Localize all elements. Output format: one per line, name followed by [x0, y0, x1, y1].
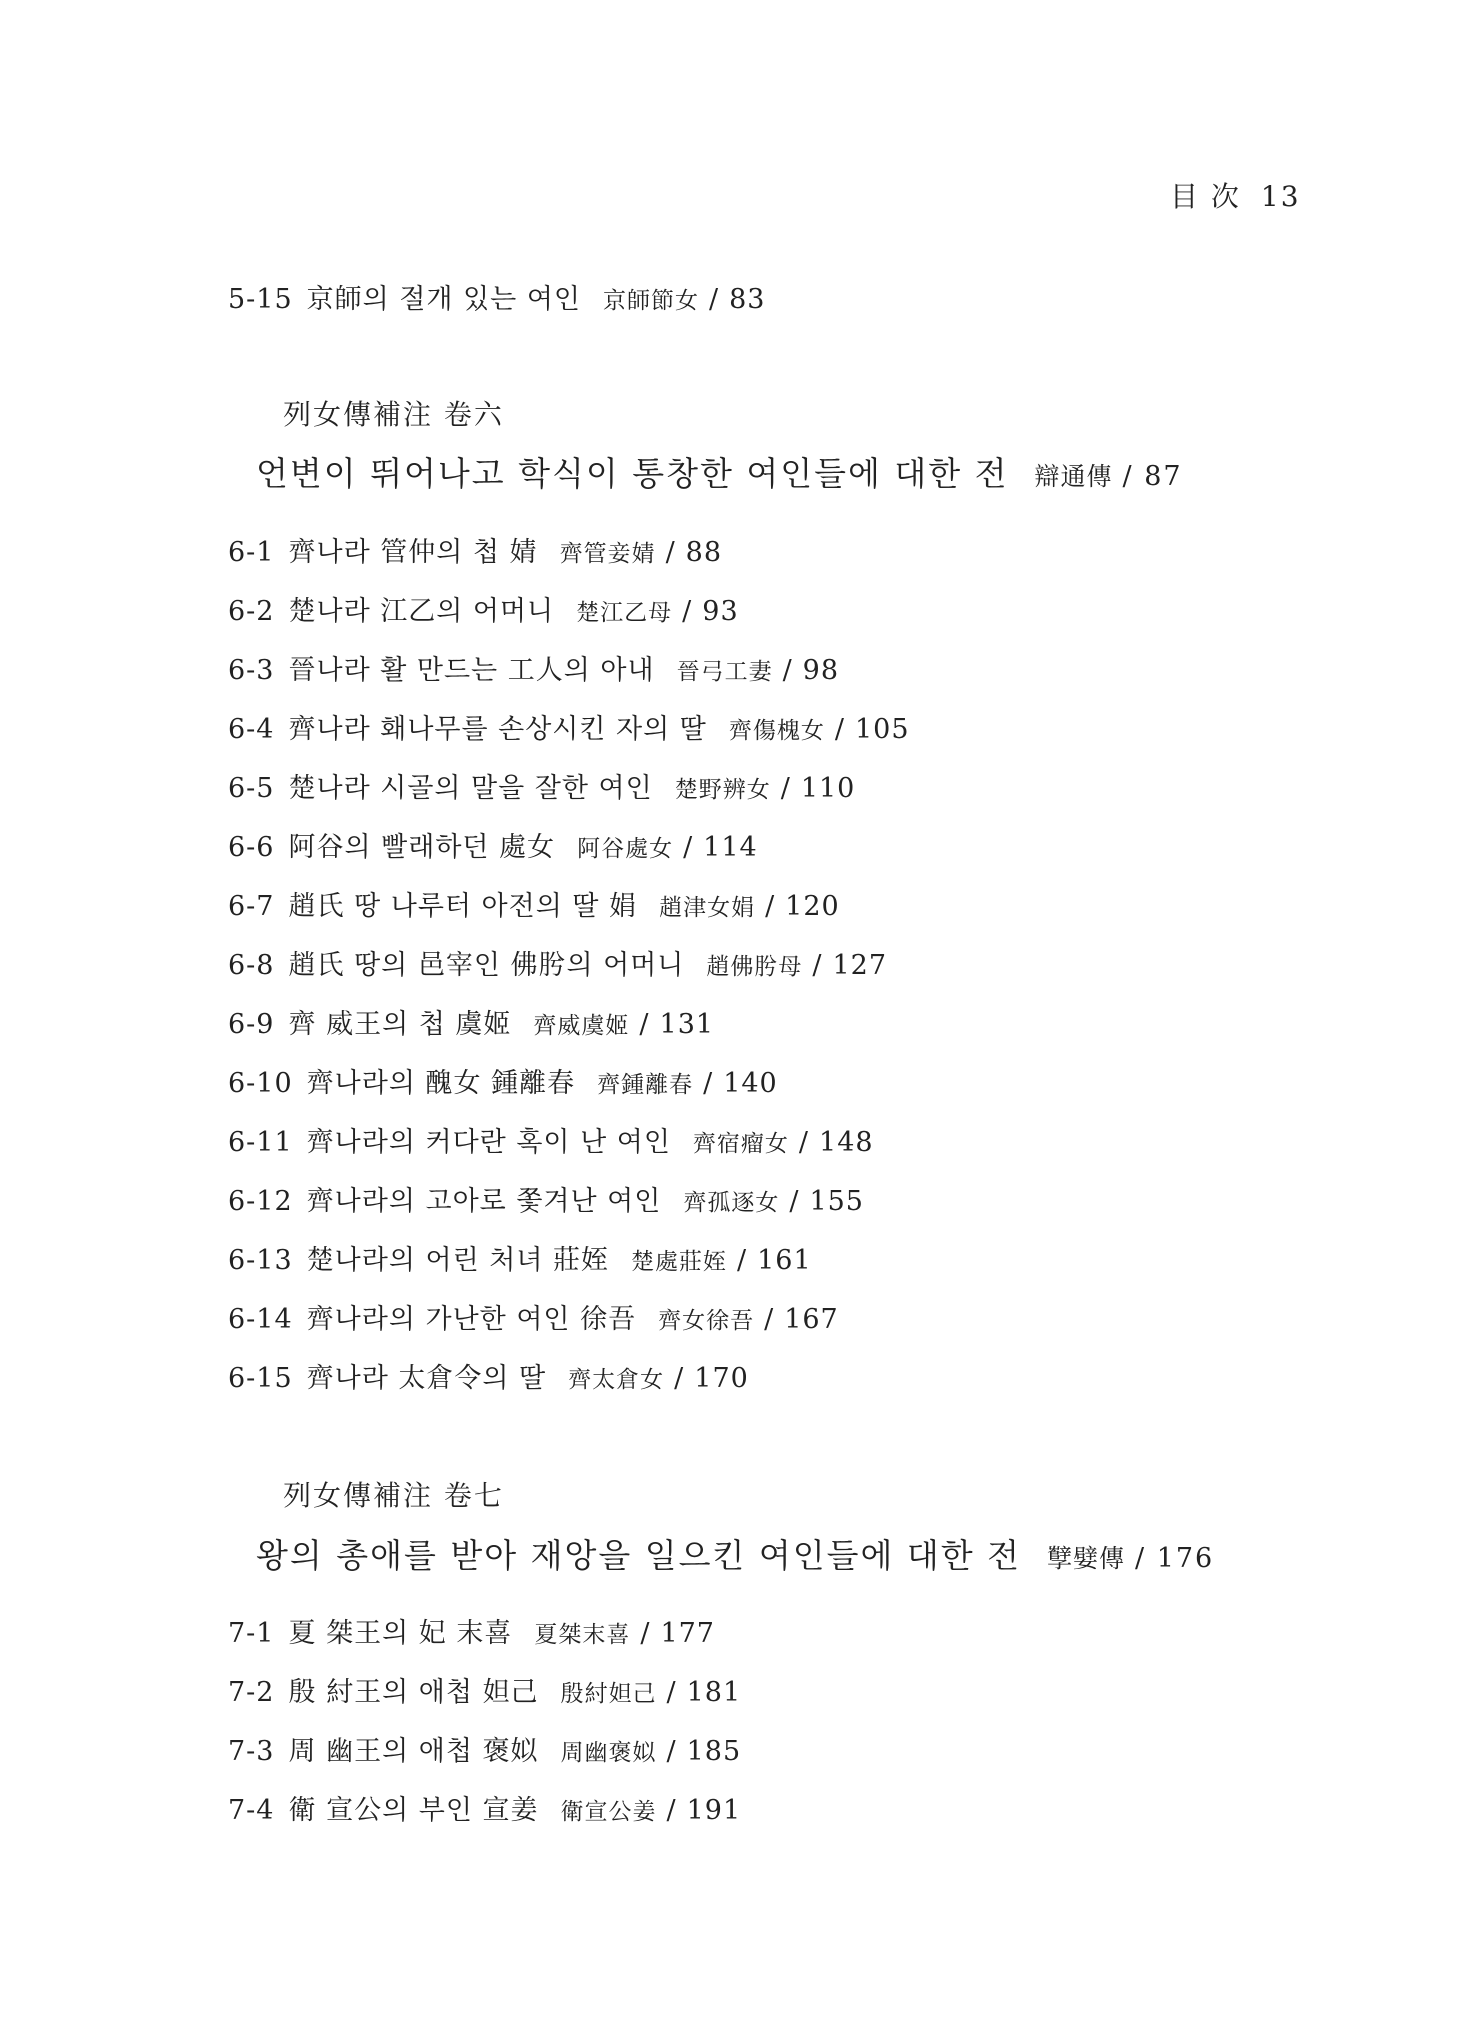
entry-page: 93	[702, 596, 739, 627]
entry-title: 楚나라의 어린 처녀 莊姪	[306, 1245, 609, 1276]
entry-code: 5-15	[228, 284, 293, 315]
entry-page: 140	[723, 1068, 778, 1099]
entry-title: 趙氏 땅 나루터 아전의 딸 娟	[288, 891, 638, 922]
entry-page: 185	[686, 1736, 742, 1767]
entry-original-title: 齊宿瘤女	[692, 1131, 789, 1157]
entry-original-title: 晉弓工妻	[676, 659, 773, 685]
entry-title: 周 幽王의 애첩 褒姒	[288, 1736, 539, 1767]
running-header	[1170, 175, 1301, 215]
entry-original-title: 周幽褒姒	[560, 1740, 657, 1766]
toc-entry: 6-3 晉나라 활 만드는 工人의 아내 晉弓工妻 / 98	[228, 655, 840, 686]
section-title-text: 왕의 총애를 받아 재앙을 일으킨 여인들에 대한 전	[256, 1536, 1021, 1575]
entry-original-title: 齊管妾婧	[559, 541, 656, 567]
entry-original-title: 楚野辨女	[674, 777, 771, 803]
toc-entry: 7-1 夏 桀王의 妃 末喜 夏桀末喜 / 177	[228, 1618, 715, 1649]
entry-page: 181	[686, 1677, 742, 1708]
entry-original-title: 阿谷處女	[577, 836, 674, 862]
entry-code: 6-6	[228, 832, 275, 863]
entry-code: 6-3	[228, 655, 275, 686]
entry-title: 楚나라 시골의 말을 잘한 여인	[288, 773, 653, 804]
entry-code: 6-1	[228, 537, 275, 568]
section-label: 列女傳補注 卷七	[283, 1479, 504, 1512]
entry-title: 齊나라 管仲의 첩 婧	[288, 537, 538, 568]
entry-code: 6-15	[228, 1363, 293, 1394]
section-original-title: 辯通傳	[1034, 462, 1113, 491]
toc-entry: 6-11 齊나라의 커다란 혹이 난 여인 齊宿瘤女 / 148	[228, 1127, 874, 1158]
entry-title: 夏 桀王의 妃 末喜	[288, 1618, 513, 1649]
entry-page: 110	[800, 773, 856, 804]
toc-entry: 6-15 齊나라 太倉令의 딸 齊太倉女 / 170	[228, 1363, 749, 1394]
entry-original-title: 齊鍾離春	[597, 1072, 694, 1098]
entry-page: 177	[660, 1618, 715, 1649]
toc-entry: 6-5 楚나라 시골의 말을 잘한 여인 楚野辨女 / 110	[228, 773, 856, 804]
entry-page: 127	[832, 950, 888, 981]
entry-original-title: 殷紂妲己	[560, 1681, 657, 1707]
entry-page: 161	[757, 1245, 812, 1276]
toc-entry: 6-6 阿谷의 빨래하던 處女 阿谷處女 / 114	[228, 832, 758, 863]
entry-code: 6-14	[228, 1304, 293, 1335]
entry-page: 114	[703, 832, 758, 863]
entry-page: 170	[694, 1363, 749, 1394]
entry-code: 6-10	[228, 1068, 293, 1099]
entry-code: 6-9	[228, 1009, 275, 1040]
entry-title: 京師의 절개 있는 여인	[306, 284, 581, 315]
section-page: 176	[1156, 1543, 1215, 1574]
section-title: 왕의 총애를 받아 재앙을 일으킨 여인들에 대한 전 孼嬖傳 / 176	[256, 1536, 1215, 1575]
entry-title: 趙氏 땅의 邑宰인 佛肹의 어머니	[288, 950, 685, 981]
entry-title: 齊나라의 醜女 鍾離春	[306, 1068, 576, 1099]
toc-entry: 6-13 楚나라의 어린 처녀 莊姪 楚處莊姪 / 161	[228, 1245, 812, 1276]
entry-page: 88	[685, 537, 723, 568]
entry-original-title: 楚江乙母	[576, 600, 673, 626]
entry-title: 阿谷의 빨래하던 處女	[288, 832, 556, 863]
entry-original-title: 京師節女	[603, 288, 699, 314]
entry-code: 6-4	[228, 714, 275, 745]
entry-original-title: 齊太倉女	[568, 1367, 665, 1393]
toc-entry: 7-3 周 幽王의 애첩 褒姒 周幽褒姒 / 185	[228, 1736, 742, 1767]
entry-title: 齊 威王의 첩 虞姬	[288, 1009, 512, 1040]
running-header-label: 目 次	[1170, 180, 1241, 213]
entry-title: 齊나라의 가난한 여인 徐吾	[306, 1304, 637, 1335]
entry-original-title: 齊威虞姬	[533, 1013, 630, 1039]
entry-page: 191	[686, 1795, 742, 1826]
toc-entry: 6-7 趙氏 땅 나루터 아전의 딸 娟 趙津女娟 / 120	[228, 891, 840, 922]
entry-title: 齊나라의 고아로 쫓겨난 여인	[306, 1186, 662, 1217]
entry-title: 楚나라 江乙의 어머니	[288, 596, 555, 627]
entry-title: 晉나라 활 만드는 工人의 아내	[288, 655, 655, 686]
entry-original-title: 楚處莊姪	[631, 1249, 727, 1275]
entry-page: 167	[784, 1304, 839, 1335]
entry-code: 6-5	[228, 773, 275, 804]
section-page: 87	[1144, 461, 1183, 492]
entry-title: 齊나라의 커다란 혹이 난 여인	[306, 1127, 671, 1158]
section-title-text: 언변이 뛰어나고 학식이 통창한 여인들에 대한 전	[256, 454, 1009, 493]
entry-title: 齊나라 홰나무를 손상시킨 자의 딸	[288, 714, 707, 745]
section-label: 列女傳補注 卷六	[283, 398, 504, 431]
entry-code: 7-1	[228, 1618, 275, 1649]
entry-page: 148	[819, 1127, 874, 1158]
entry-page: 98	[802, 655, 840, 686]
entry-title: 齊나라 太倉令의 딸	[306, 1363, 547, 1394]
toc-entry: 7-2 殷 紂王의 애첩 妲己 殷紂妲己 / 181	[228, 1677, 742, 1708]
page-number: 13	[1260, 180, 1301, 213]
toc-entry: 6-14 齊나라의 가난한 여인 徐吾 齊女徐吾 / 167	[228, 1304, 839, 1335]
entry-code: 7-4	[228, 1795, 275, 1826]
entry-original-title: 衛宣公姜	[560, 1799, 657, 1825]
toc-entry: 7-4 衛 宣公의 부인 宣姜 衛宣公姜 / 191	[228, 1795, 742, 1826]
entry-code: 6-8	[228, 950, 275, 981]
toc-entry: 6-12 齊나라의 고아로 쫓겨난 여인 齊孤逐女 / 155	[228, 1186, 864, 1217]
entry-code: 6-13	[228, 1245, 293, 1276]
entry-code: 6-11	[228, 1127, 293, 1158]
entry-original-title: 齊孤逐女	[683, 1190, 780, 1216]
entry-original-title: 趙津女娟	[659, 895, 756, 921]
entry-original-title: 夏桀末喜	[534, 1622, 631, 1648]
entry-original-title: 齊女徐吾	[658, 1308, 755, 1334]
section-original-title: 孼嬖傳	[1047, 1544, 1126, 1573]
entry-code: 6-7	[228, 891, 275, 922]
entry-title: 衛 宣公의 부인 宣姜	[288, 1795, 539, 1826]
toc-entry: 6-8 趙氏 땅의 邑宰인 佛肹의 어머니 趙佛肹母 / 127	[228, 950, 888, 981]
entry-code: 6-12	[228, 1186, 293, 1217]
toc-entry: 5-15 京師의 절개 있는 여인 京師節女 / 83	[228, 284, 766, 315]
toc-entry: 6-2 楚나라 江乙의 어머니 楚江乙母 / 93	[228, 596, 739, 627]
entry-title: 殷 紂王의 애첩 妲己	[288, 1677, 539, 1708]
section-title: 언변이 뛰어나고 학식이 통창한 여인들에 대한 전 辯通傳 / 87	[256, 454, 1183, 493]
entry-code: 6-2	[228, 596, 275, 627]
entry-code: 7-3	[228, 1736, 275, 1767]
toc-entry: 6-1 齊나라 管仲의 첩 婧 齊管妾婧 / 88	[228, 537, 723, 568]
entry-code: 7-2	[228, 1677, 275, 1708]
entry-page: 83	[729, 284, 766, 315]
toc-entry: 6-9 齊 威王의 첩 虞姬 齊威虞姬 / 131	[228, 1009, 715, 1040]
toc-entry: 6-10 齊나라의 醜女 鍾離春 齊鍾離春 / 140	[228, 1068, 778, 1099]
entry-page: 105	[855, 714, 910, 745]
entry-page: 120	[785, 891, 840, 922]
toc-entry: 6-4 齊나라 홰나무를 손상시킨 자의 딸 齊傷槐女 / 105	[228, 714, 910, 745]
entry-original-title: 趙佛肹母	[706, 954, 803, 980]
entry-page: 155	[809, 1186, 864, 1217]
entry-original-title: 齊傷槐女	[728, 718, 825, 744]
entry-page: 131	[659, 1009, 715, 1040]
